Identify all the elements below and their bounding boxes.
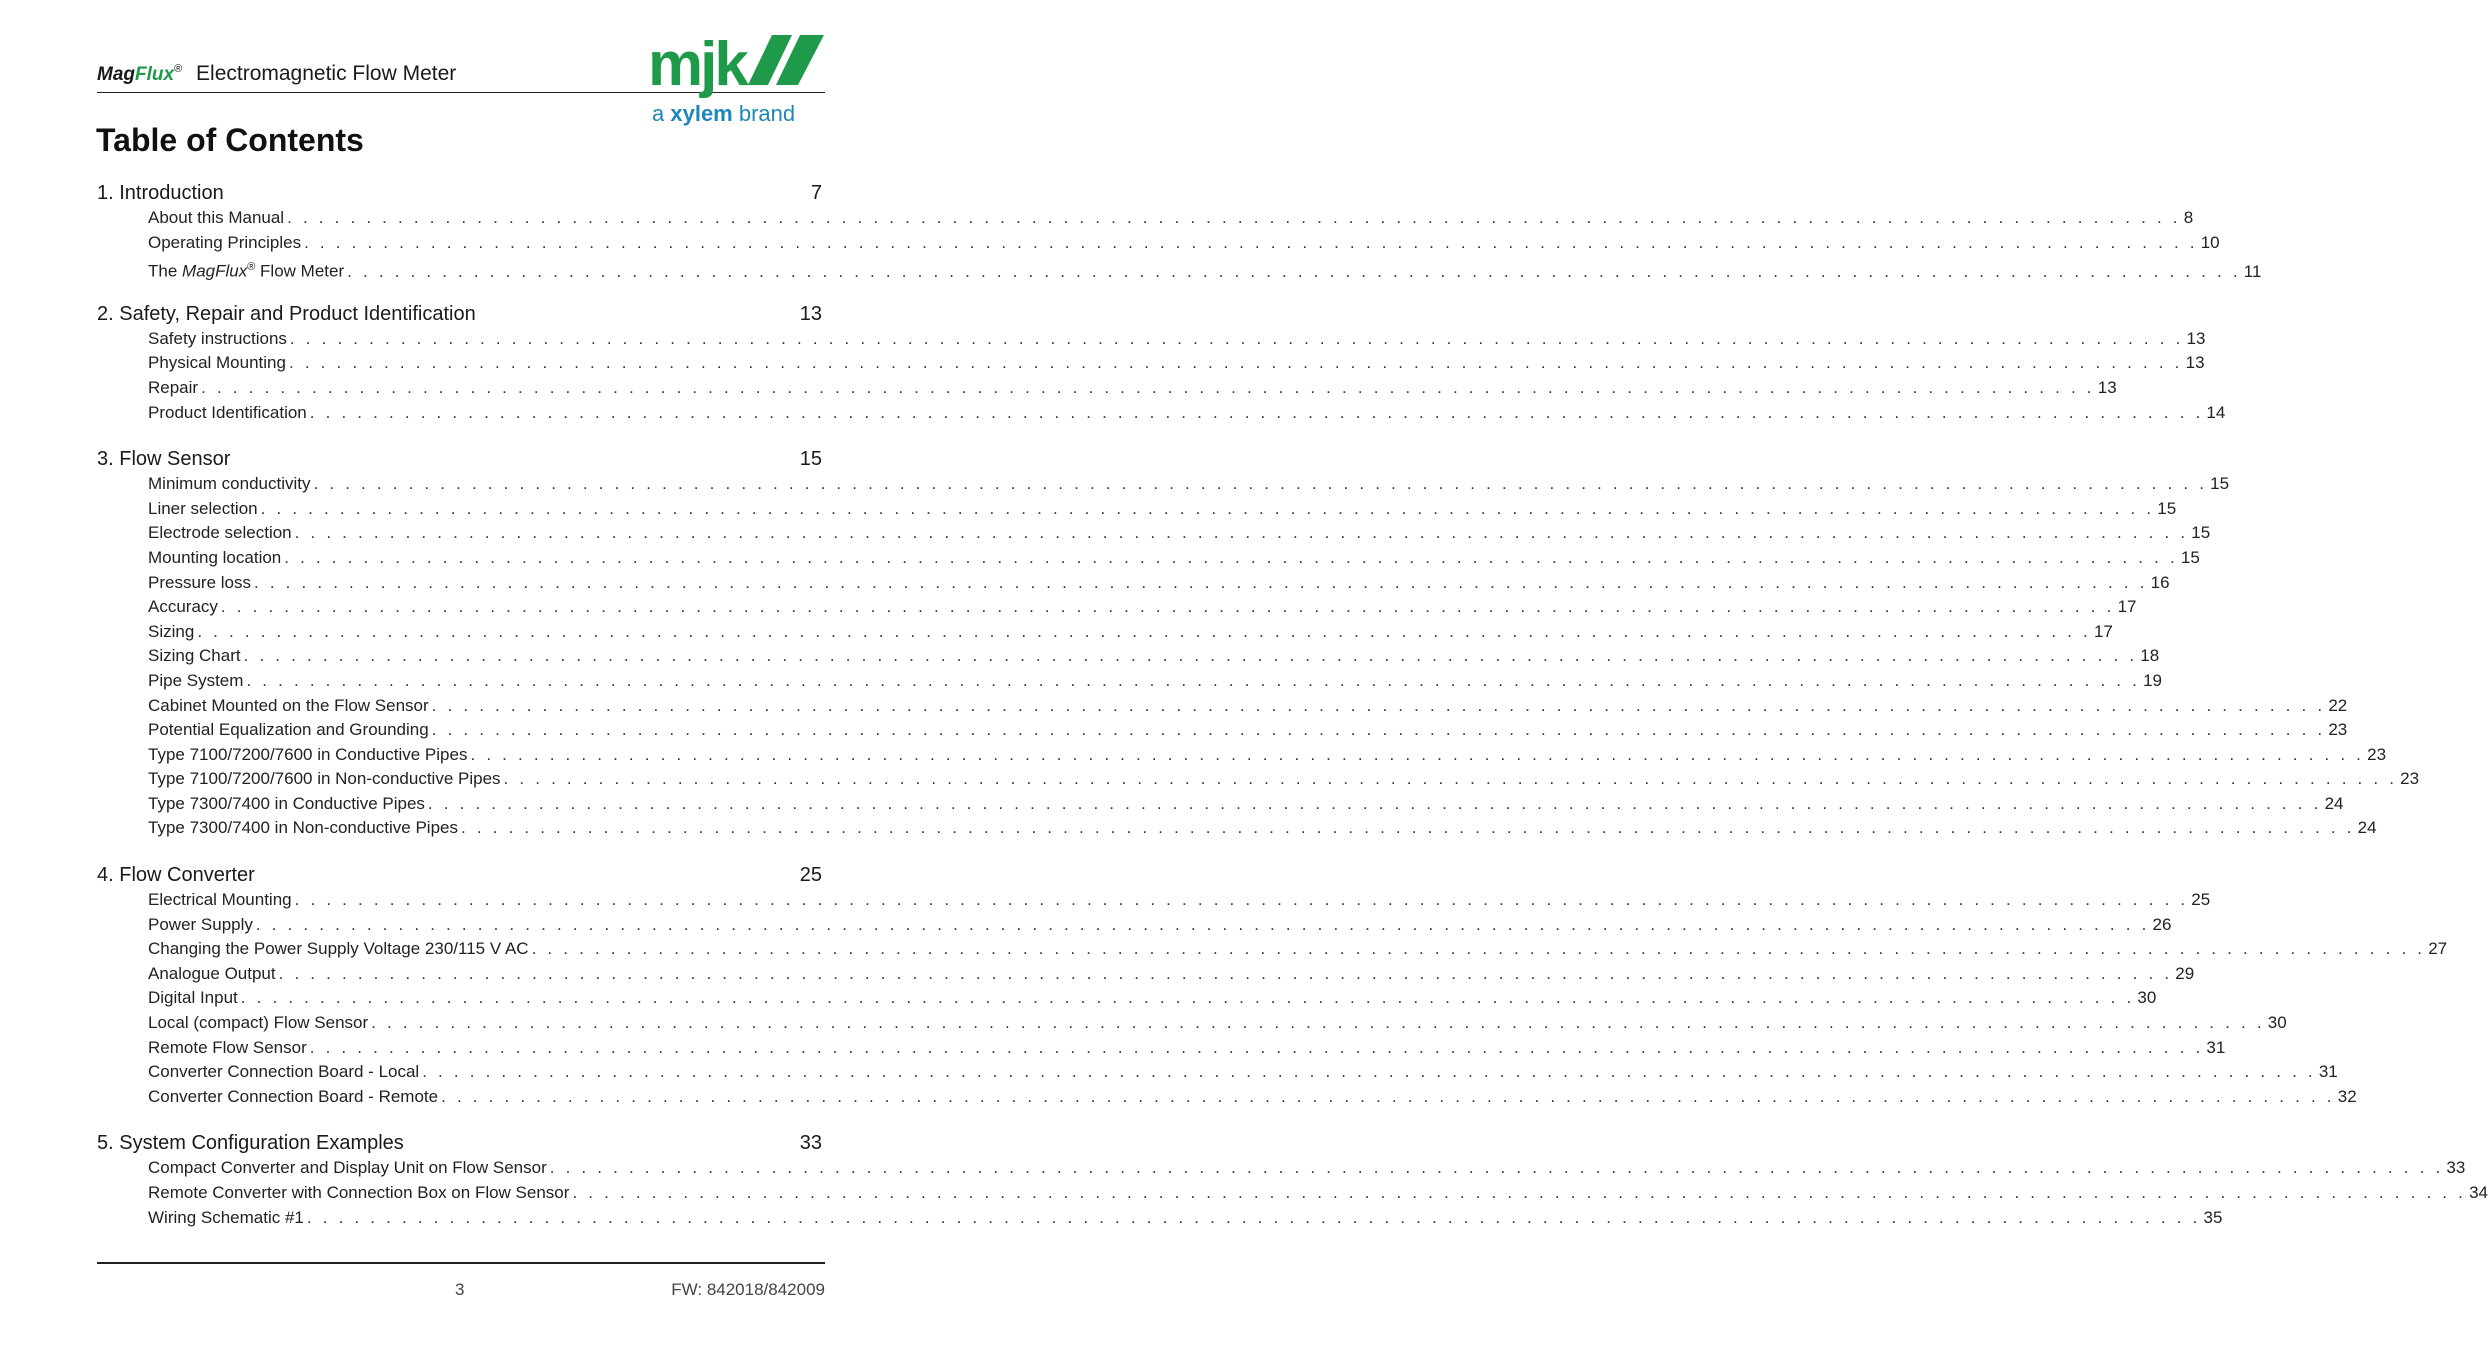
dot-leader: . . . . . . . . . . . . . . . . . . . . . . . . . . . . . . . . . . . . . . . . . . . . . . . . . . . . . . . . . . . . . . . . . . . . . . . . . . . . . . . . . . . . . . . . . . . . . . . . . . . . . . . . . . . . . . . . . . . . . . . .	[371, 1013, 2265, 1033]
entry-label: About this Manual	[148, 208, 285, 227]
dot-leader: . . . . . . . . . . . . . . . . . . . . . . . . . . . . . . . . . . . . . . . . . . . . . . . . . . . . . . . . . . . . . . . . . . . . . . . . . . . . . . . . . . . . . . . . . . . . . . . . . . . . . . . . . . . . . . . . . . . . . . . .	[431, 695, 2326, 715]
entry-page-number: 15	[2157, 498, 2177, 518]
dot-leader: . . . . . . . . . . . . . . . . . . . . . . . . . . . . . . . . . . . . . . . . . . . . . . . . . . . . . . . . . . . . . . . . . . . . . . . . . . . . . . . . . . . . . . . . . . . . . . . . . . . . . . . . . . . . . . . . . . . . . . . .	[460, 818, 2355, 838]
toc-section-heading[interactable]	[97, 1130, 822, 1156]
dot-leader: . . . . . . . . . . . . . . . . . . . . . . . . . . . . . . . . . . . . . . . . . . . . . . . . . . . . . . . . . . . . . . . . . . . . . . . . . . . . . . . . . . . . . . . . . . . . . . . . . . . . . . . . . . . . . . . . . . . . . . . .	[549, 1158, 2444, 1178]
dot-leader: . . . . . . . . . . . . . . . . . . . . . . . . . . . . . . . . . . . . . . . . . . . . . . . . . . . . . . . . . . . . . . . . . . . . . . . . . . . . . . . . . . . . . . . . . . . . . . . . . . . . . . . . . . . . . . . . . . . . . . . .	[306, 1207, 2201, 1227]
entry-label: Cabinet Mounted on the Flow Sensor	[148, 695, 429, 715]
entry-label: Repair	[148, 377, 199, 397]
entry-label: Wiring Schematic #1	[148, 1207, 304, 1227]
toc-entry[interactable]	[148, 327, 2206, 352]
entry-page-number: 17	[2117, 597, 2137, 617]
entry-page-number: 27	[2428, 939, 2448, 959]
toc-entry[interactable]	[148, 1206, 2223, 1231]
dot-leader: . . . . . . . . . . . . . . . . . . . . . . . . . . . . . . . . . . . . . . . . . . . . . . . . . . . . . . . . . . . . . . . . . . . . . . . . . . . . . . . . . . . . . . . . . . . . . . . . . . . . . . . . . . . . . . . . . . . . . . . .	[572, 1183, 2467, 1202]
entry-label: Sizing	[148, 621, 195, 641]
dot-leader: . . . . . . . . . . . . . . . . . . . . . . . . . . . . . . . . . . . . . . . . . . . . . . . . . . . . . . . . . . . . . . . . . . . . . . . . . . . . . . . . . . . . . . . . . . . . . . . . . . . . . . . . . . . . . . . . . . . . . . . .	[304, 232, 2198, 252]
entry-label: Pressure loss	[148, 572, 251, 592]
entry-page-number: 19	[2143, 670, 2162, 690]
entry-label: Safety instructions	[148, 328, 287, 348]
section-page-number: 15	[799, 448, 822, 471]
entry-page-number: 16	[2150, 572, 2170, 592]
entry-label: Electrode selection	[148, 523, 292, 543]
toc-entry[interactable]	[148, 888, 2211, 913]
entry-page-number: 31	[2206, 1037, 2226, 1057]
toc-entry[interactable]	[148, 255, 2262, 281]
dot-leader: . . . . . . . . . . . . . . . . . . . . . . . . . . . . . . . . . . . . . . . . . . . . . . . . . . . . . . . . . . . . . . . . . . . . . . . . . . . . . . . . . . . . . . . . . . . . . . . . . . . . . . . . . . . . . . . . . . . . . . . .	[201, 377, 2095, 397]
entry-label: Local (compact) Flow Sensor	[148, 1013, 369, 1033]
toc-section-heading[interactable]	[97, 446, 822, 472]
entry-label: Liner selection	[148, 498, 258, 518]
entry-page-number: 26	[2152, 914, 2172, 934]
dot-leader: . . . . . . . . . . . . . . . . . . . . . . . . . . . . . . . . . . . . . . . . . . . . . . . . . . . . . . . . . . . . . . . . . . . . . . . . . . . . . . . . . . . . . . . . . . . . . . . . . . . . . . . . . . . . . . . . . . . . . . . .	[531, 939, 2426, 959]
toc-entry[interactable]	[148, 644, 2160, 669]
section-page-number: 13	[799, 302, 822, 325]
toc-section	[97, 180, 2262, 281]
toc-section-heading[interactable]	[97, 180, 822, 206]
entry-page-number: 14	[2206, 402, 2226, 422]
entry-label: Changing the Power Supply Voltage 230/115 V AC	[148, 939, 529, 959]
entry-label: Type 7300/7400 in Non-conductive Pipes	[148, 818, 458, 838]
toc-entry[interactable]	[148, 497, 2177, 522]
entry-label: Mounting location	[148, 547, 282, 567]
toc-section	[97, 1130, 2488, 1230]
entry-page-number: 31	[2318, 1062, 2338, 1082]
dot-leader: . . . . . . . . . . . . . . . . . . . . . . . . . . . . . . . . . . . . . . . . . . . . . . . . . . . . . . . . . . . . . . . . . . . . . . . . . . . . . . . . . . . . . . . . . . . . . . . . . . . . . . . . . . . . . . . . . . . . . . . .	[503, 769, 2398, 789]
entry-page-number: 18	[2140, 646, 2160, 666]
toc-entry[interactable]	[148, 546, 2200, 571]
toc-entry[interactable]	[148, 376, 2117, 401]
entry-page-number: 34	[2469, 1183, 2488, 1202]
entry-page-number: 33	[2446, 1158, 2466, 1178]
entry-page-number: 11	[2243, 261, 2262, 281]
entry-page-number: 13	[2185, 353, 2205, 373]
toc-entry[interactable]	[148, 1036, 2226, 1061]
section-title: 3. Flow Sensor	[97, 448, 231, 471]
entry-label: Product Identification	[148, 402, 307, 422]
toc-section-heading[interactable]	[97, 301, 822, 327]
dot-leader: . . . . . . . . . . . . . . . . . . . . . . . . . . . . . . . . . . . . . . . . . . . . . . . . . . . . . . . . . . . . . . . . . . . . . . . . . . . . . . . . . . . . . . . . . . . . . . . . . . . . . . . . . . . . . . . . . . . . . . . .	[255, 914, 2150, 934]
toc-entry[interactable]	[148, 620, 2113, 645]
entry-label: Minimum conductivity	[148, 474, 311, 494]
toc-entry[interactable]	[148, 1181, 2488, 1206]
entry-page-number: 35	[2203, 1207, 2223, 1227]
header-subtitle: Electromagnetic Flow Meter	[196, 62, 457, 85]
toc-section	[97, 446, 2420, 841]
toc-entry[interactable]	[148, 571, 2170, 596]
dot-leader: . . . . . . . . . . . . . . . . . . . . . . . . . . . . . . . . . . . . . . . . . . . . . . . . . . . . . . . . . . . . . . . . . . . . . . . . . . . . . . . . . . . . . . . . . . . . . . . . . . . . . . . . . . . . . . . . . . . . . . . .	[431, 720, 2326, 740]
magflux-brand: MagFlux	[97, 64, 175, 85]
entry-page-number: 32	[2337, 1086, 2357, 1106]
toc-entry[interactable]	[148, 401, 2226, 426]
toc-entry[interactable]	[148, 718, 2348, 743]
toc-entry[interactable]	[148, 472, 2230, 497]
entry-label: Physical Mounting	[148, 353, 286, 373]
entry-page-number: 23	[2328, 720, 2348, 740]
toc-section	[97, 301, 2226, 425]
toc-entry[interactable]	[148, 669, 2162, 694]
dot-leader: . . . . . . . . . . . . . . . . . . . . . . . . . . . . . . . . . . . . . . . . . . . . . . . . . . . . . . . . . . . . . . . . . . . . . . . . . . . . . . . . . . . . . . . . . . . . . . . . . . . . . . . . . . . . . . . . . . . . . . . .	[309, 402, 2204, 422]
toc-entry[interactable]	[148, 913, 2172, 938]
entry-page-number: 29	[2175, 963, 2195, 983]
svg-text:mjk: mjk	[648, 30, 746, 99]
toc-entry[interactable]	[148, 231, 2220, 256]
dot-leader: . . . . . . . . . . . . . . . . . . . . . . . . . . . . . . . . . . . . . . . . . . . . . . . . . . . . . . . . . . . . . . . . . . . . . . . . . . . . . . . . . . . . . . . . . . . . . . . . . . . . . . . . . . . . . . . . . . . . . . . .	[470, 744, 2365, 764]
entry-page-number: 10	[2200, 232, 2220, 252]
xylem-tagline: a xylem brand	[652, 101, 796, 126]
entry-label: Sizing Chart	[148, 646, 241, 666]
dot-leader: . . . . . . . . . . . . . . . . . . . . . . . . . . . . . . . . . . . . . . . . . . . . . . . . . . . . . . . . . . . . . . . . . . . . . . . . . . . . . . . . . . . . . . . . . . . . . . . . . . . . . . . . . . . . . . . . . . . . . . . .	[284, 547, 2178, 567]
entry-page-number: 15	[2180, 547, 2200, 567]
toc-section-heading[interactable]	[97, 862, 822, 888]
dot-leader: . . . . . . . . . . . . . . . . . . . . . . . . . . . . . . . . . . . . . . . . . . . . . . . . . . . . . . . . . . . . . . . . . . . . . . . . . . . . . . . . . . . . . . . . . . . . . . . . . . . . . . . . . . . . . . . . . . . . . . . .	[240, 988, 2135, 1008]
entry-label: Type 7300/7400 in Conductive Pipes	[148, 793, 425, 813]
section-title: 2. Safety, Repair and Product Identification	[97, 302, 476, 325]
footer-page-number: 3	[455, 1280, 465, 1299]
entry-page-number: 13	[2186, 328, 2206, 348]
dot-leader: . . . . . . . . . . . . . . . . . . . . . . . . . . . . . . . . . . . . . . . . . . . . . . . . . . . . . . . . . . . . . . . . . . . . . . . . . . . . . . . . . . . . . . . . . . . . . . . . . . . . . . . . . . . . . . . . . . . . . . . .	[289, 328, 2184, 348]
entry-page-number: 23	[2400, 769, 2420, 789]
dot-leader: . . . . . . . . . . . . . . . . . . . . . . . . . . . . . . . . . . . . . . . . . . . . . . . . . . . . . . . . . . . . . . . . . . . . . . . . . . . . . . . . . . . . . . . . . . . . . . . . . . . . . . . . . . . . . . . . . . . . . . . .	[288, 353, 2183, 373]
document-header-title: MagFlux® Electromagnetic Flow Meter	[97, 62, 457, 85]
dot-leader: . . . . . . . . . . . . . . . . . . . . . . . . . . . . . . . . . . . . . . . . . . . . . . . . . . . . . . . . . . . . . . . . . . . . . . . . . . . . . . . . . . . . . . . . . . . . . . . . . . . . . . . . . . . . . . . . . . . . . . . .	[220, 597, 2115, 617]
dot-leader: . . . . . . . . . . . . . . . . . . . . . . . . . . . . . . . . . . . . . . . . . . . . . . . . . . . . . . . . . . . . . . . . . . . . . . . . . . . . . . . . . . . . . . . . . . . . . . . . . . . . . . . . . . . . . . . . . . . . . . . .	[313, 474, 2208, 494]
toc-entry[interactable]	[148, 521, 2211, 546]
entry-page-number: 30	[2267, 1013, 2287, 1033]
toc-entry[interactable]	[148, 351, 2205, 376]
entry-label: Power Supply	[148, 914, 253, 934]
toc-entry[interactable]	[148, 206, 2194, 231]
entry-label: Electrical Mounting	[148, 890, 292, 910]
toc-section	[97, 862, 2448, 1109]
entry-label: Analogue Output	[148, 963, 276, 983]
entry-page-number: 13	[2097, 377, 2117, 397]
toc-entry[interactable]	[148, 937, 2448, 962]
dot-leader: . . . . . . . . . . . . . . . . . . . . . . . . . . . . . . . . . . . . . . . . . . . . . . . . . . . . . . . . . . . . . . . . . . . . . . . . . . . . . . . . . . . . . . . . . . . . . . . . . . . . . . . . . . . . . . . . . . . . . . . .	[197, 621, 2091, 641]
entry-label: Operating Principles	[148, 232, 302, 252]
entry-page-number: 30	[2137, 988, 2157, 1008]
page-title: Table of Contents	[96, 122, 364, 158]
footer-firmware: FW: 842018/842009	[671, 1280, 825, 1299]
toc-entry[interactable]	[148, 1060, 2338, 1085]
table-of-contents	[97, 180, 2488, 1251]
dot-leader: . . . . . . . . . . . . . . . . . . . . . . . . . . . . . . . . . . . . . . . . . . . . . . . . . . . . . . . . . . . . . . . . . . . . . . . . . . . . . . . . . . . . . . . . . . . . . . . . . . . . . . . . . . . . . . . . . . . . . . . .	[278, 963, 2173, 983]
dot-leader: . . . . . . . . . . . . . . . . . . . . . . . . . . . . . . . . . . . . . . . . . . . . . . . . . . . . . . . . . . . . . . . . . . . . . . . . . . . . . . . . . . . . . . . . . . . . . . . . . . . . . . . . . . . . . . . . . . . . . . . .	[427, 793, 2322, 813]
section-title: 1. Introduction	[97, 182, 224, 204]
toc-entry[interactable]	[148, 595, 2137, 620]
toc-entry[interactable]	[148, 767, 2420, 792]
footer-divider	[97, 1262, 825, 1264]
toc-entry[interactable]	[148, 792, 2344, 817]
dot-leader: . . . . . . . . . . . . . . . . . . . . . . . . . . . . . . . . . . . . . . . . . . . . . . . . . . . . . . . . . . . . . . . . . . . . . . . . . . . . . . . . . . . . . . . . . . . . . . . . . . . . . . . . . . . . . . . . . . . . . . . .	[246, 670, 2141, 690]
entry-page-number: 17	[2093, 621, 2113, 641]
entry-label: Remote Converter with Connection Box on Flow Sensor	[148, 1183, 570, 1202]
entry-label: Type 7100/7200/7600 in Conductive Pipes	[148, 744, 468, 764]
entry-label: Type 7100/7200/7600 in Non-conductive Pipes	[148, 769, 501, 789]
section-title: 5. System Configuration Examples	[97, 1132, 404, 1155]
entry-label: Converter Connection Board - Remote	[148, 1086, 439, 1106]
entry-page-number: 22	[2328, 695, 2348, 715]
entry-label: Digital Input	[148, 988, 238, 1008]
entry-page-number: 25	[2191, 890, 2211, 910]
dot-leader: . . . . . . . . . . . . . . . . . . . . . . . . . . . . . . . . . . . . . . . . . . . . . . . . . . . . . . . . . . . . . . . . . . . . . . . . . . . . . . . . . . . . . . . . . . . . . . . . . . . . . . . . . . . . . . . . . . . . . . . .	[294, 890, 2189, 910]
dot-leader: . . . . . . . . . . . . . . . . . . . . . . . . . . . . . . . . . . . . . . . . . . . . . . . . . . . . . . . . . . . . . . . . . . . . . . . . . . . . . . . . . . . . . . . . . . . . . . . . . . . . . . . . . . . . . . . . . . . . . . . .	[422, 1062, 2316, 1082]
entry-label: Accuracy	[148, 597, 218, 617]
dot-leader: . . . . . . . . . . . . . . . . . . . . . . . . . . . . . . . . . . . . . . . . . . . . . . . . . . . . . . . . . . . . . . . . . . . . . . . . . . . . . . . . . . . . . . . . . . . . . . . . . . . . . . . . . . . . . . . . . . . . . . . .	[253, 572, 2148, 592]
dot-leader: . . . . . . . . . . . . . . . . . . . . . . . . . . . . . . . . . . . . . . . . . . . . . . . . . . . . . . . . . . . . . . . . . . . . . . . . . . . . . . . . . . . . . . . . . . . . . . . . . . . . . . . . . . . . . . . . . . . . . . . .	[260, 498, 2155, 518]
section-title: 4. Flow Converter	[97, 864, 255, 887]
entry-page-number: 24	[2324, 793, 2344, 813]
toc-entry[interactable]	[148, 962, 2195, 987]
entry-label: Pipe System	[148, 670, 244, 690]
entry-label: Potential Equalization and Grounding	[148, 720, 429, 740]
toc-entry[interactable]	[148, 816, 2377, 841]
mjk-logo	[648, 30, 828, 133]
entry-page-number: 8	[2183, 208, 2194, 227]
section-page-number: 33	[799, 1132, 822, 1155]
entry-page-number: 15	[2191, 523, 2211, 543]
entry-page-number: 24	[2357, 818, 2377, 838]
toc-entry[interactable]	[148, 1011, 2287, 1036]
dot-leader: . . . . . . . . . . . . . . . . . . . . . . . . . . . . . . . . . . . . . . . . . . . . . . . . . . . . . . . . . . . . . . . . . . . . . . . . . . . . . . . . . . . . . . . . . . . . . . . . . . . . . . . . . . . . . . . . . . . . . . . .	[287, 208, 2181, 227]
entry-label: Compact Converter and Display Unit on Flow Sensor	[148, 1158, 547, 1178]
section-page-number: 25	[799, 864, 822, 887]
entry-page-number: 15	[2210, 474, 2230, 494]
entry-label: The MagFlux® Flow Meter	[148, 261, 345, 281]
entry-page-number: 23	[2367, 744, 2387, 764]
dot-leader: . . . . . . . . . . . . . . . . . . . . . . . . . . . . . . . . . . . . . . . . . . . . . . . . . . . . . . . . . . . . . . . . . . . . . . . . . . . . . . . . . . . . . . . . . . . . . . . . . . . . . . . . . . . . . . . . . . . . . . . .	[441, 1086, 2335, 1106]
toc-entry[interactable]	[148, 1085, 2357, 1110]
mjk-wordmark-icon	[648, 30, 828, 99]
dot-leader: . . . . . . . . . . . . . . . . . . . . . . . . . . . . . . . . . . . . . . . . . . . . . . . . . . . . . . . . . . . . . . . . . . . . . . . . . . . . . . . . . . . . . . . . . . . . . . . . . . . . . . . . . . . . . . . . . . . . . . . .	[294, 523, 2189, 543]
toc-entry[interactable]	[148, 1156, 2466, 1181]
toc-entry[interactable]	[148, 743, 2387, 768]
toc-entry[interactable]	[148, 694, 2348, 719]
entry-label: Converter Connection Board - Local	[148, 1062, 420, 1082]
section-page-number: 7	[810, 182, 822, 204]
toc-entry[interactable]	[148, 986, 2157, 1011]
dot-leader: . . . . . . . . . . . . . . . . . . . . . . . . . . . . . . . . . . . . . . . . . . . . . . . . . . . . . . . . . . . . . . . . . . . . . . . . . . . . . . . . . . . . . . . . . . . . . . . . . . . . . . . . . . . . . . . . . . . . . . . .	[347, 261, 2241, 281]
dot-leader: . . . . . . . . . . . . . . . . . . . . . . . . . . . . . . . . . . . . . . . . . . . . . . . . . . . . . . . . . . . . . . . . . . . . . . . . . . . . . . . . . . . . . . . . . . . . . . . . . . . . . . . . . . . . . . . . . . . . . . . .	[309, 1037, 2204, 1057]
entry-label: Remote Flow Sensor	[148, 1037, 307, 1057]
dot-leader: . . . . . . . . . . . . . . . . . . . . . . . . . . . . . . . . . . . . . . . . . . . . . . . . . . . . . . . . . . . . . . . . . . . . . . . . . . . . . . . . . . . . . . . . . . . . . . . . . . . . . . . . . . . . . . . . . . . . . . . .	[243, 646, 2138, 666]
